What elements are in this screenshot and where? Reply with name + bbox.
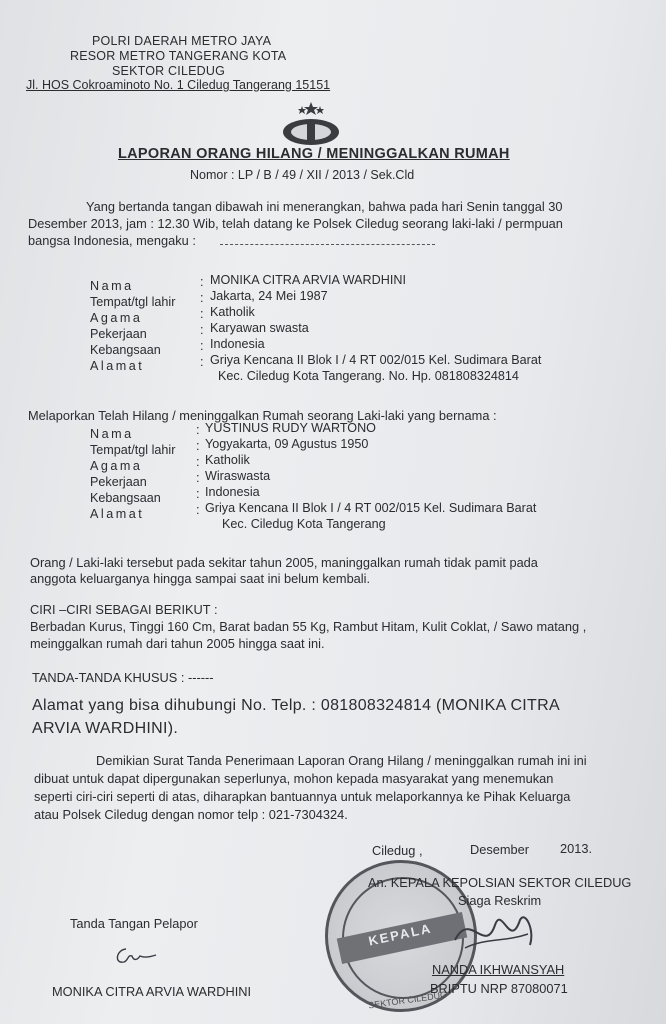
missing-value-religion: Katholik xyxy=(205,453,250,467)
colon: : xyxy=(196,503,200,517)
intro-line-1: Yang bertanda tangan dibawah ini menerangkan, bahwa pada hari Senin tanggal 30 xyxy=(86,199,563,214)
missing-label-religion: Agama xyxy=(90,459,143,473)
reporter-label-address: Alamat xyxy=(90,359,145,373)
missing-value-address: Griya Kencana II Blok I / 4 RT 002/015 Kel. Sudimara Barat xyxy=(205,501,537,515)
closing-line-1: Demikian Surat Tanda Penerimaan Laporan Orang Hilang / meninggalkan rumah ini ini xyxy=(96,753,587,768)
colon: : xyxy=(200,355,204,369)
missing-value-name: YUSTINUS RUDY WARTONO xyxy=(205,421,376,435)
intro-line-3: bangsa Indonesia, mengaku : xyxy=(28,233,196,248)
reporter-signature-label: Tanda Tangan Pelapor xyxy=(70,916,198,931)
date-place: Ciledug , xyxy=(372,843,423,858)
colon: : xyxy=(196,455,200,469)
signer-unit: Siaga Reskrim xyxy=(458,893,542,908)
signature-left-icon xyxy=(112,944,158,968)
date-year: 2013. xyxy=(560,841,593,856)
stamp-sub-text: SEKTOR CILEDUG xyxy=(367,989,448,1011)
ciri-line-2: meinggalkan rumah dari tahun 2005 hingga saat ini. xyxy=(30,636,325,651)
missing-label-name: Nama xyxy=(90,427,134,441)
colon: : xyxy=(200,307,204,321)
ciri-line-1: Berbadan Kurus, Tinggi 160 Cm, Barat badan 55 Kg, Rambut Hitam, Kulit Coklat, / Sawo matang , xyxy=(30,619,587,634)
reporter-label-name: Nama xyxy=(90,279,134,293)
missing-label-job: Pekerjaan xyxy=(90,475,147,489)
police-emblem-icon xyxy=(280,100,342,148)
header-line-2: RESOR METRO TANGERANG KOTA xyxy=(70,49,287,63)
stamp-main-text: KEPALA xyxy=(367,920,434,949)
missing-value-nationality: Indonesia xyxy=(205,485,260,499)
colon: : xyxy=(200,275,204,289)
missing-value-address-2: Kec. Ciledug Kota Tangerang xyxy=(222,517,386,531)
contact-line-2: ARVIA WARDHINI). xyxy=(32,720,179,737)
reporter-label-job: Pekerjaan xyxy=(90,327,147,341)
statement-line-1: Orang / Laki-laki tersebut pada sekitar tahun 2005, maninggalkan rumah tidak pamit pada xyxy=(30,555,538,570)
missing-value-job: Wiraswasta xyxy=(205,469,271,483)
header-line-3: SEKTOR CILEDUG xyxy=(112,64,226,78)
reporter-label-birth: Tempat/tgl lahir xyxy=(90,295,176,309)
colon: : xyxy=(200,323,204,337)
reporter-label-religion: Agama xyxy=(90,311,143,325)
reporter-value-name: MONIKA CITRA ARVIA WARDHINI xyxy=(210,273,406,287)
header-address: Jl. HOS Cokroaminoto No. 1 Ciledug Tangerang 15151 xyxy=(26,78,331,92)
colon: : xyxy=(200,339,204,353)
signature-right-icon xyxy=(450,900,540,960)
date-month: Desember xyxy=(470,842,530,857)
closing-line-2: dibuat untuk dapat dipergunakan seperlunya, mohon kepada masyarakat yang menemukan xyxy=(34,771,554,786)
intro-line-2: Desember 2013, jam : 12.30 Wib, telah datang ke Polsek Ciledug seorang laki-laki / permpuan xyxy=(28,216,563,231)
signer-rank: BRIPTU NRP 87080071 xyxy=(430,981,568,996)
reporter-value-nationality: Indonesia xyxy=(210,337,265,351)
intro-dash-line xyxy=(220,244,435,245)
reporter-label-nationality: Kebangsaan xyxy=(90,343,161,357)
report-line: Melaporkan Telah Hilang / meninggalkan Rumah seorang Laki-laki yang bernama : xyxy=(28,408,497,423)
signer-name: NANDA IKHWANSYAH xyxy=(432,962,565,977)
colon: : xyxy=(196,471,200,485)
reporter-value-address-2: Kec. Ciledug Kota Tangerang. No. Hp. 081808324814 xyxy=(218,369,519,383)
ciri-heading: CIRI –CIRI SEBAGAI BERIKUT : xyxy=(30,602,218,617)
closing-line-3: seperti ciri-ciri seperti di atas, diharapkan bantuannya untuk melaporkannya ke Pihak Keluarga xyxy=(34,789,571,804)
missing-value-birth: Yogyakarta, 09 Agustus 1950 xyxy=(205,437,369,451)
contact-line-1: Alamat yang bisa dihubungi No. Telp. : 081808324814 (MONIKA CITRA xyxy=(32,697,560,714)
reporter-value-religion: Katholik xyxy=(210,305,255,319)
colon: : xyxy=(200,291,204,305)
missing-label-birth: Tempat/tgl lahir xyxy=(90,443,176,457)
document-title: LAPORAN ORANG HILANG / MENINGGALKAN RUMAH xyxy=(118,146,510,162)
reporter-value-birth: Jakarta, 24 Mei 1987 xyxy=(210,289,328,303)
colon: : xyxy=(196,439,200,453)
missing-label-nationality: Kebangsaan xyxy=(90,491,161,505)
signer-authority: An. KEPALA KEPOLSIAN SEKTOR CILEDUG xyxy=(368,875,632,890)
reporter-value-job: Karyawan swasta xyxy=(210,321,309,335)
header-line-1: POLRI DAERAH METRO JAYA xyxy=(92,34,272,48)
closing-line-4: atau Polsek Ciledug dengan nomor telp : 021-7304324. xyxy=(34,807,348,822)
missing-label-address: Alamat xyxy=(90,507,145,521)
reporter-value-address: Griya Kencana II Blok I / 4 RT 002/015 Kel. Sudimara Barat xyxy=(210,353,542,367)
colon: : xyxy=(196,423,200,437)
document-number: Nomor : LP / B / 49 / XII / 2013 / Sek.Cld xyxy=(190,168,415,182)
reporter-signature-name: MONIKA CITRA ARVIA WARDHINI xyxy=(52,984,252,999)
colon: : xyxy=(196,487,200,501)
special-marks: TANDA-TANDA KHUSUS : ------ xyxy=(32,670,214,685)
statement-line-2: anggota keluarganya hingga sampai saat ini belum kembali. xyxy=(30,571,371,586)
